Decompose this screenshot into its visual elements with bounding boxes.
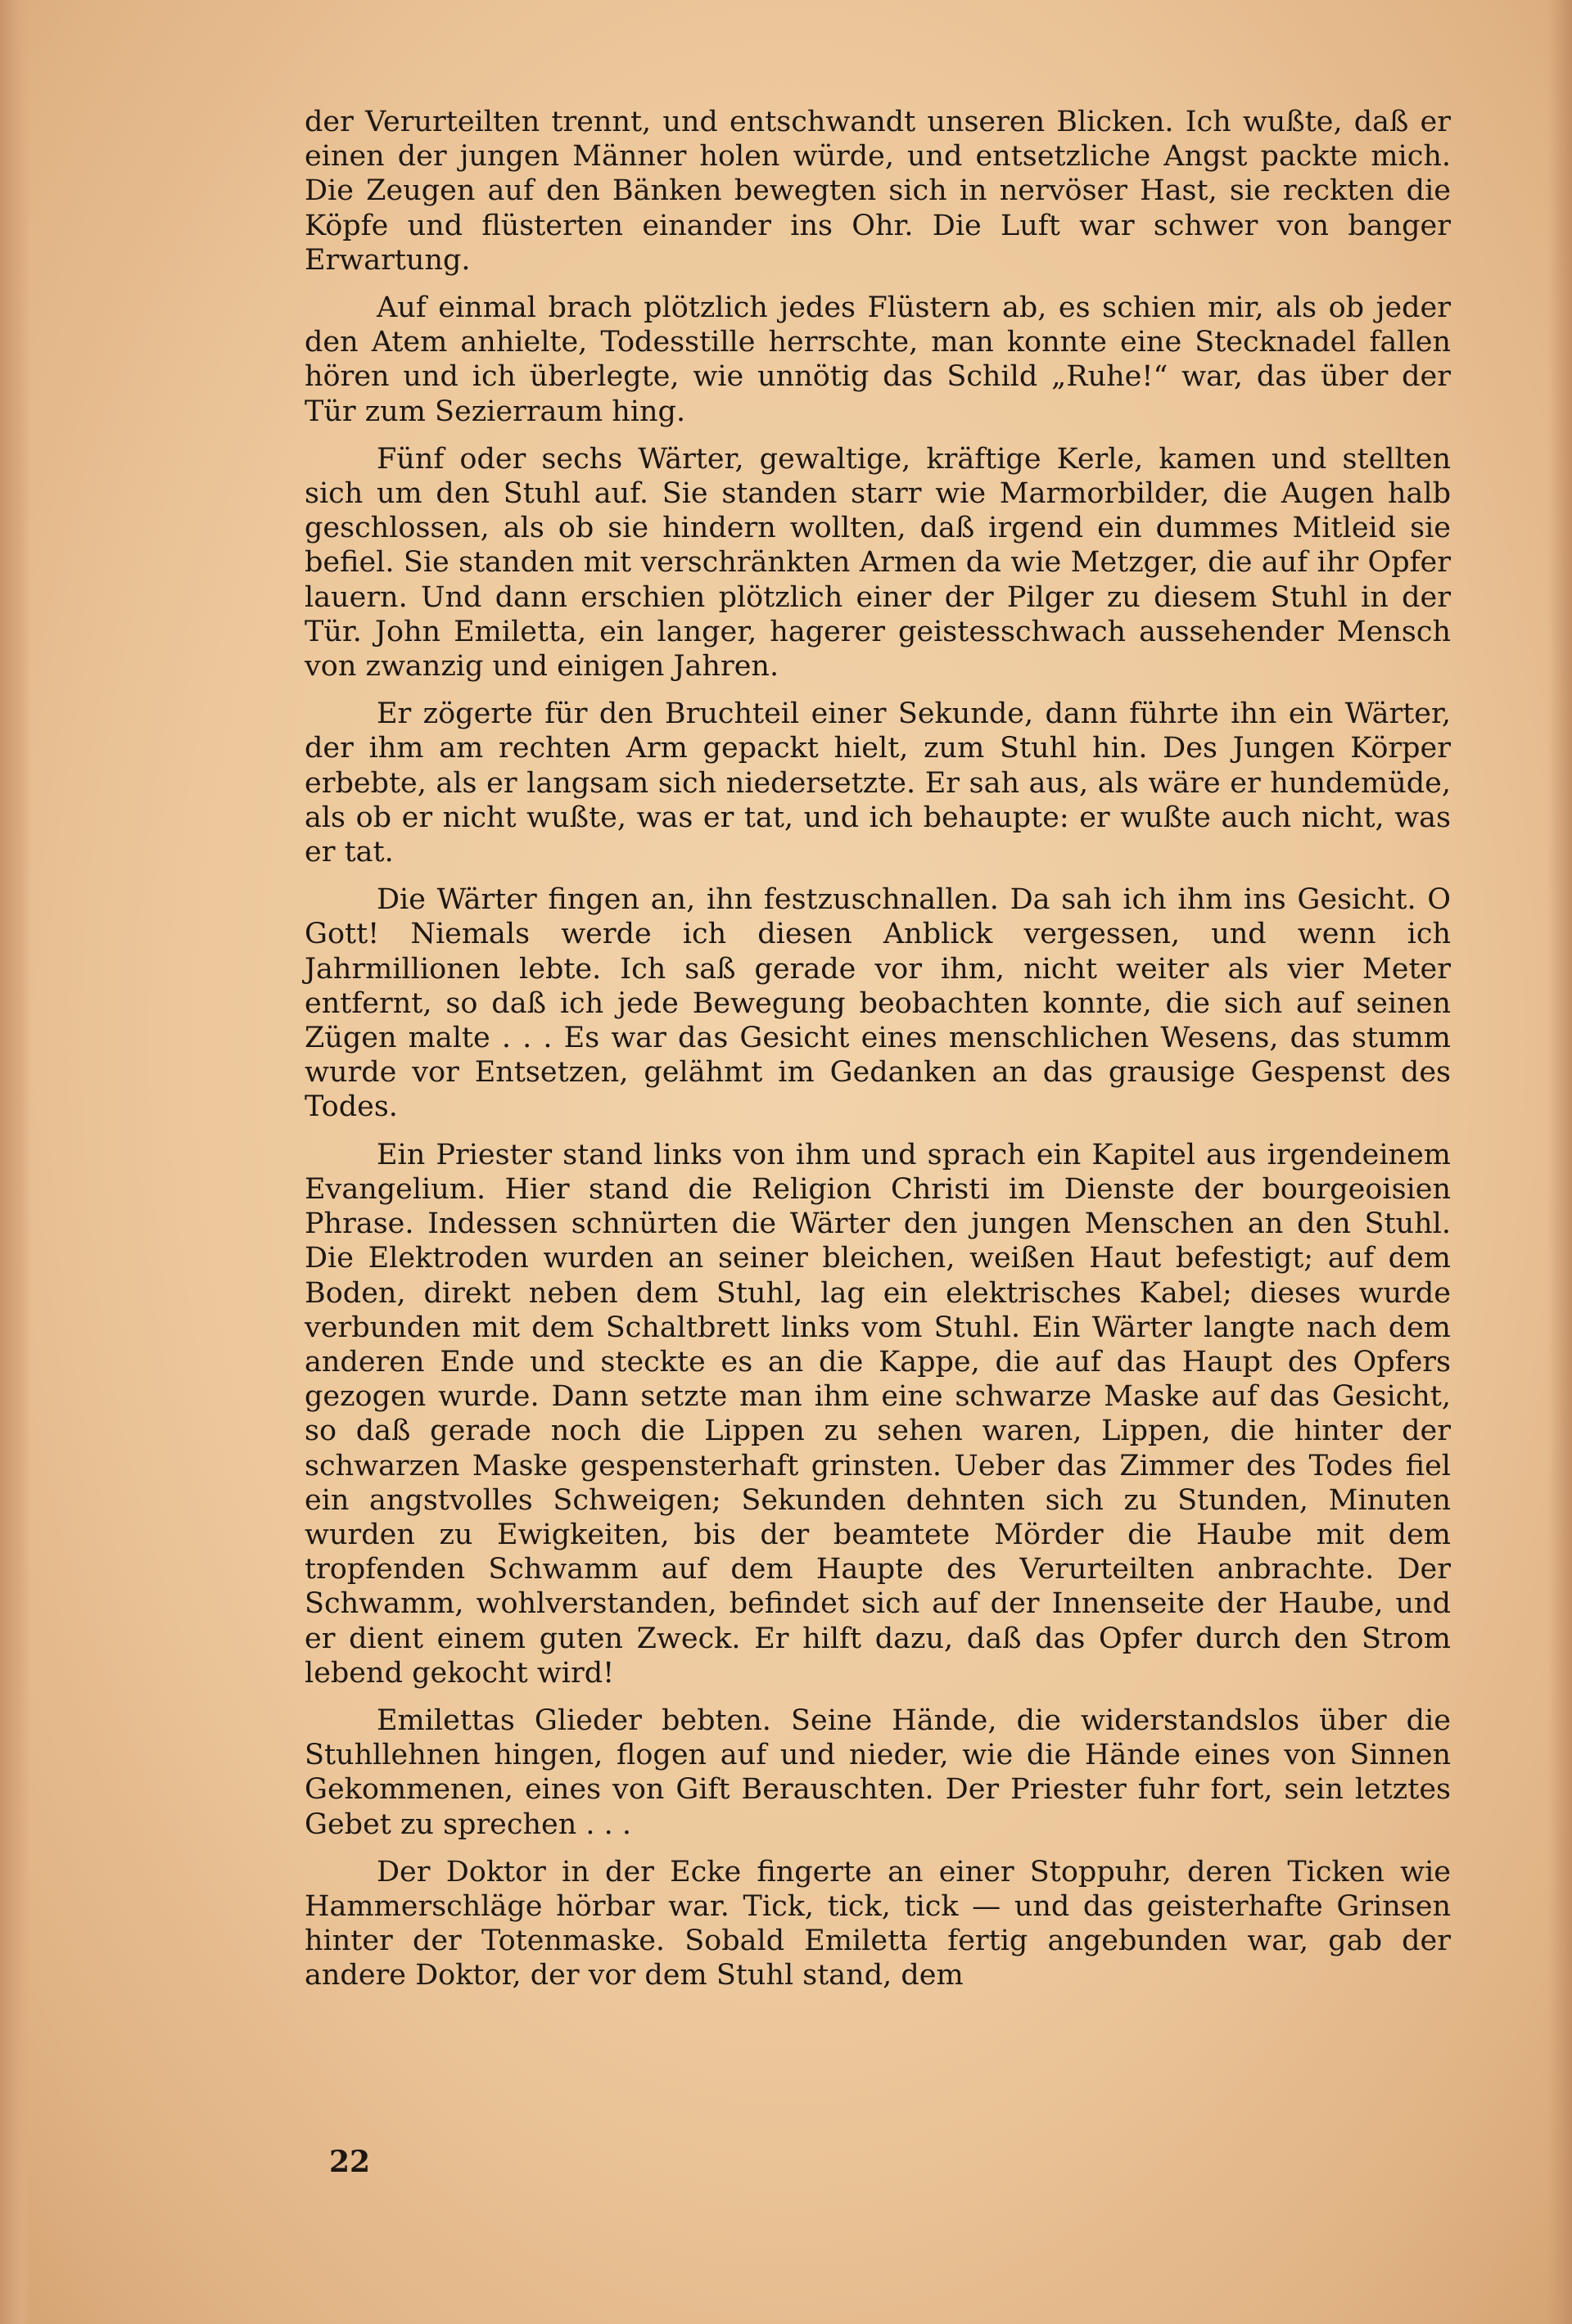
paragraph: der Verurteilten trennt, und entschwandt unseren Blicken. Ich wußte, daß er einen der jungen Männer holen würde, und entsetzliche Angst packte mich. Die Zeugen auf den Bänken bewegten sich in nervöser Hast, sie reckten die Köpfe und flüsterten einander ins Ohr. Die Luft war schwer von banger Erwartung. xyxy=(305,106,1451,277)
paragraph: Ein Priester stand links von ihm und sprach ein Kapitel aus irgendeinem Evangelium. Hier stand die Religion Christi im Dienste der bourgeoisien Phrase. Indessen schnürten die Wärter den jungen Menschen an den Stuhl. Die Elektroden wurden an seiner bleichen, weißen Haut befestigt; auf dem Boden, direkt neben dem Stuhl, lag ein elektrisches Kabel; dieses wurde verbunden mit dem Schaltbrett links vom Stuhl. Ein Wärter langte nach dem anderen Ende und steckte es an die Kappe, die auf das Haupt des Opfers gezogen wurde. Dann setzte man ihm eine schwarze Maske auf das Gesicht, so daß gerade noch die Lippen zu sehen waren, Lippen, die hinter der schwarzen Maske gespensterhaft grinsten. Ueber das Zimmer des Todes fiel ein angstvolles Schweigen; Sekunden dehnten sich zu Stunden, Minuten wurden zu Ewigkeiten, bis der beamtete Mörder die Haube mit dem tropfenden Schwamm auf dem Haupte des Verurteilten anbrachte. Der Schwamm, wohlverstanden, befindet sich auf der Innenseite der Haube, und er dient einem guten Zweck. Er hilft dazu, daß das Opfer durch den Strom lebend gekocht wird! xyxy=(305,1138,1451,1690)
paragraph: Der Doktor in der Ecke fingerte an einer Stoppuhr, deren Ticken wie Hammerschläge hörbar war. Tick, tick, tick — und das geisterhafte Grinsen hinter der Totenmaske. Sobald Emiletta fertig angebunden war, gab der andere Doktor, der vor dem Stuhl stand, dem xyxy=(305,1855,1451,1992)
paragraph: Er zögerte für den Bruchteil einer Sekunde, dann führte ihn ein Wärter, der ihm am rechten Arm gepackt hielt, zum Stuhl hin. Des Jungen Körper erbebte, als er langsam sich niedersetzte. Er sah aus, als wäre er hundemüde, als ob er nicht wußte, was er tat, und ich behaupte: er wußte auch nicht, was er tat. xyxy=(305,697,1451,869)
paragraph: Fünf oder sechs Wärter, gewaltige, kräftige Kerle, kamen und stellten sich um den Stuhl auf. Sie standen starr wie Marmorbilder, die Augen halb geschlossen, als ob sie hindern wollten, daß irgend ein dummes Mitleid sie befiel. Sie standen mit verschränkten Armen da wie Metzger, die auf ihr Opfer lauern. Und dann erschien plötzlich einer der Pilger zu diesem Stuhl in der Tür. John Emiletta, ein langer, hagerer geistesschwach aussehender Mensch von zwanzig und einigen Jahren. xyxy=(305,442,1451,684)
page-edge-left xyxy=(0,0,31,2324)
page-number: 22 xyxy=(329,2145,371,2179)
paragraph: Emilettas Glieder bebten. Seine Hände, die widerstandslos über die Stuhllehnen hingen, flogen auf und nieder, wie die Hände eines von Sinnen Gekommenen, eines von Gift Berauschten. Der Priester fuhr fort, sein letztes Gebet zu sprechen . . . xyxy=(305,1704,1451,1841)
body-text xyxy=(305,105,1451,2006)
page-edge-right xyxy=(1547,0,1572,2324)
paragraph: Die Wärter fingen an, ihn festzuschnallen. Da sah ich ihm ins Gesicht. O Gott! Niemals werde ich diesen Anblick vergessen, und wenn ich Jahrmillionen lebte. Ich saß gerade vor ihm, nicht weiter als vier Meter entfernt, so daß ich jede Bewegung beobachten konnte, die sich auf seinen Zügen malte . . . Es war das Gesicht eines menschlichen Wesens, das stumm wurde vor Entsetzen, gelähmt im Gedanken an das grausige Gespenst des Todes. xyxy=(305,883,1451,1124)
paragraph: Auf einmal brach plötzlich jedes Flüstern ab, es schien mir, als ob jeder den Atem anhielte, Todesstille herrschte, man konnte eine Stecknadel fallen hören und ich überlegte, wie unnötig das Schild „Ruhe!“ war, das über der Tür zum Sezierraum hing. xyxy=(305,291,1451,428)
